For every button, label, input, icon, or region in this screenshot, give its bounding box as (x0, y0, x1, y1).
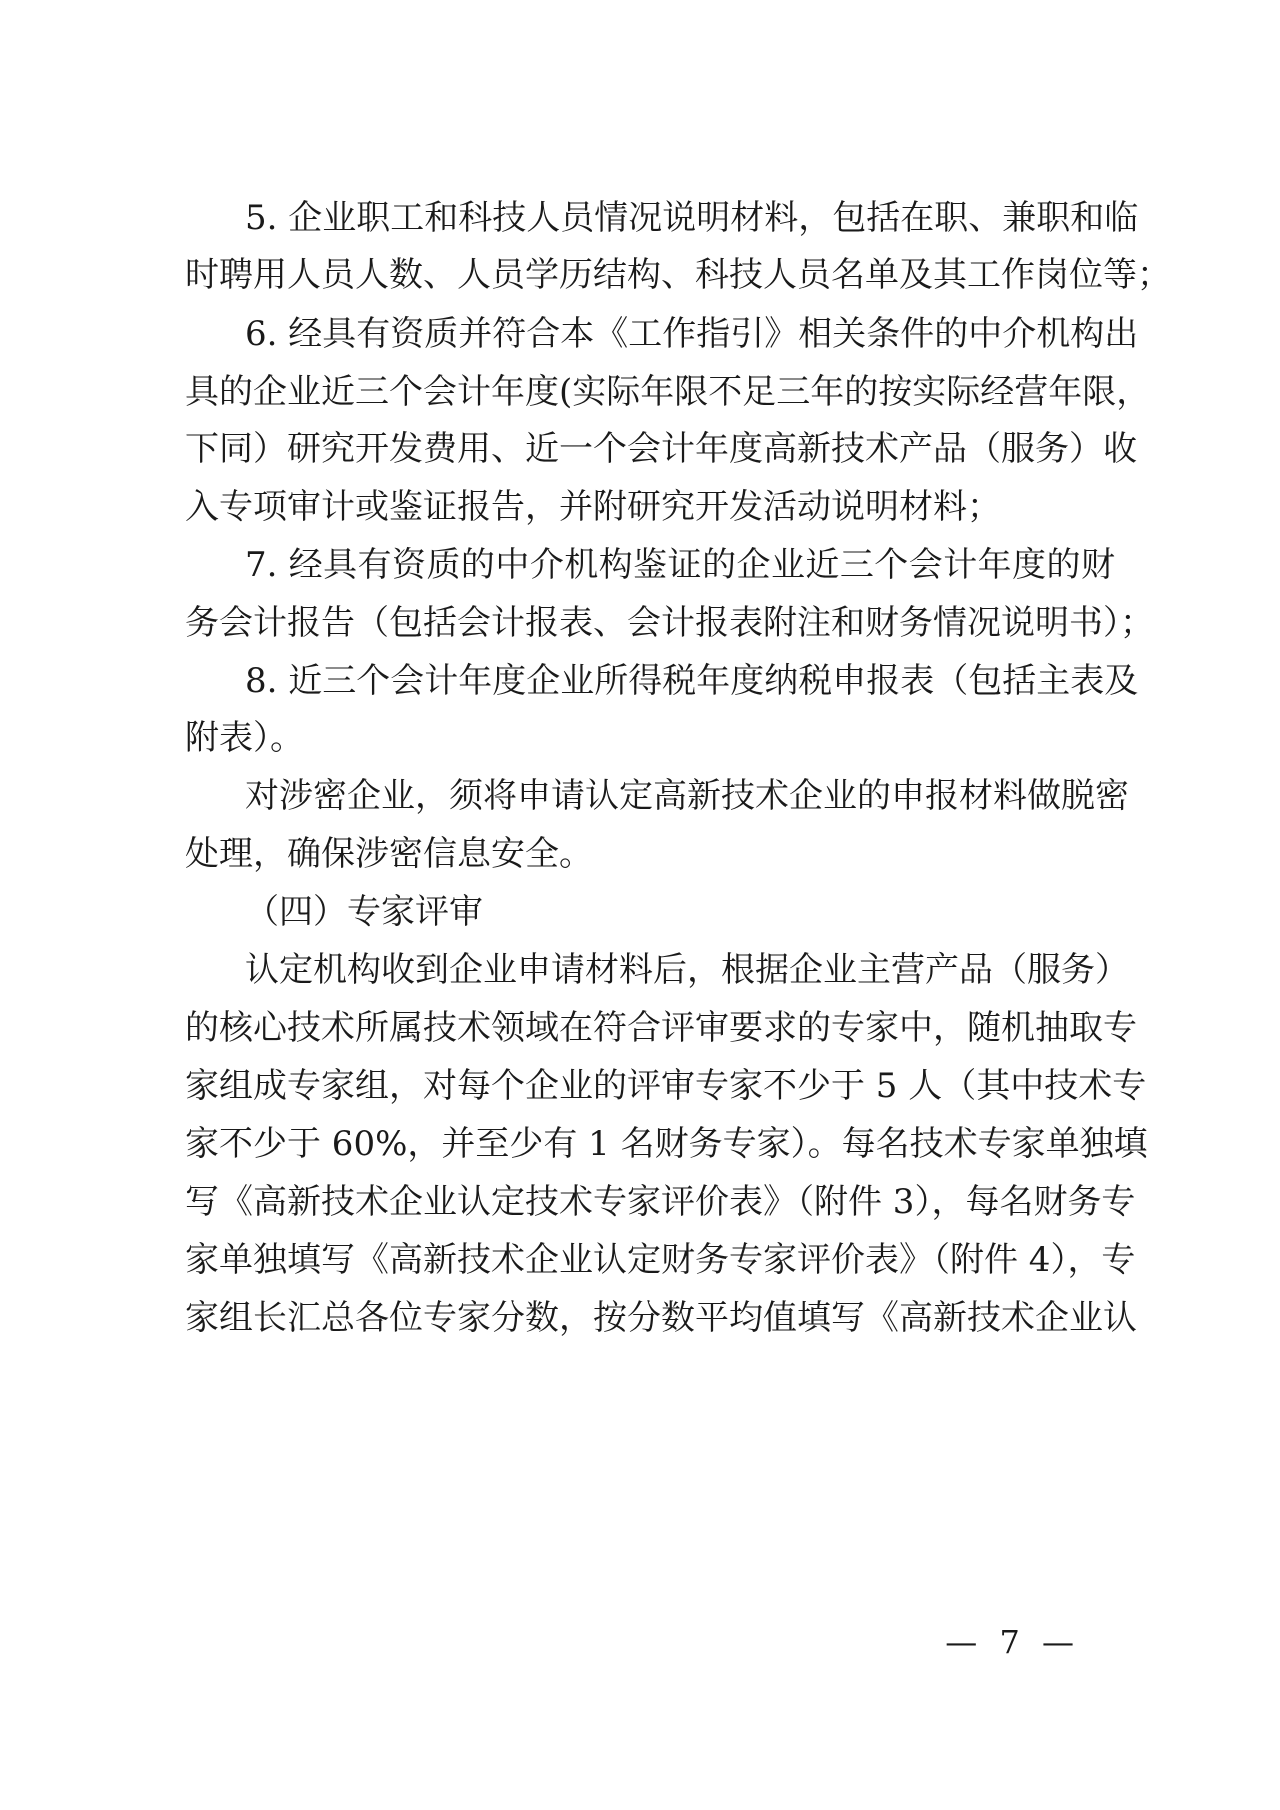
item-5-line-1: 5. 企业职工和科技人员情况说明材料，包括在职、兼职和临 (245, 198, 1139, 238)
item-6-line-2: 具的企业近三个会计年度(实际年限不足三年的按实际经营年限， (185, 372, 1151, 412)
item-8-line-2: 附表）。 (185, 718, 304, 758)
review-line-2: 的核心技术所属技术领域在符合评审要求的专家中，随机抽取专 (185, 1008, 1137, 1048)
review-line-5: 写《高新技术企业认定技术专家评价表》（附件 3），每名财务专 (185, 1182, 1136, 1222)
secret-note-line-2: 处理，确保涉密信息安全。 (185, 834, 593, 874)
item-6-line-1: 6. 经具有资质并符合本《工作指引》相关条件的中介机构出 (245, 314, 1139, 354)
item-5-line-2: 时聘用人员人数、人员学历结构、科技人员名单及其工作岗位等； (185, 255, 1171, 295)
review-line-3: 家组成专家组，对每个企业的评审专家不少于 5 人（其中技术专 (185, 1066, 1147, 1106)
review-line-6: 家单独填写《高新技术企业认定财务专家评价表》（附件 4），专 (185, 1240, 1136, 1280)
item-6-line-4: 入专项审计或鉴证报告，并附研究开发活动说明材料； (185, 487, 1001, 527)
section-heading: （四）专家评审 (245, 892, 483, 932)
review-line-1: 认定机构收到企业申请材料后，根据企业主营产品（服务） (245, 950, 1129, 990)
review-line-7: 家组长汇总各位专家分数，按分数平均值填写《高新技术企业认 (185, 1298, 1137, 1338)
item-7-line-1: 7. 经具有资质的中介机构鉴证的企业近三个会计年度的财 (245, 545, 1115, 585)
item-6-line-3: 下同）研究开发费用、近一个会计年度高新技术产品（服务）收 (185, 429, 1137, 469)
secret-note-line-1: 对涉密企业，须将申请认定高新技术企业的申报材料做脱密 (245, 776, 1129, 816)
item-7-line-2: 务会计报告（包括会计报表、会计报表附注和财务情况说明书）； (185, 603, 1154, 643)
item-8-line-1: 8. 近三个会计年度企业所得税年度纳税申报表（包括主表及 (245, 661, 1139, 701)
page-number: — 7 — (945, 1623, 1080, 1661)
review-line-4: 家不少于 60%，并至少有 1 名财务专家）。每名技术专家单独填 (185, 1124, 1148, 1164)
